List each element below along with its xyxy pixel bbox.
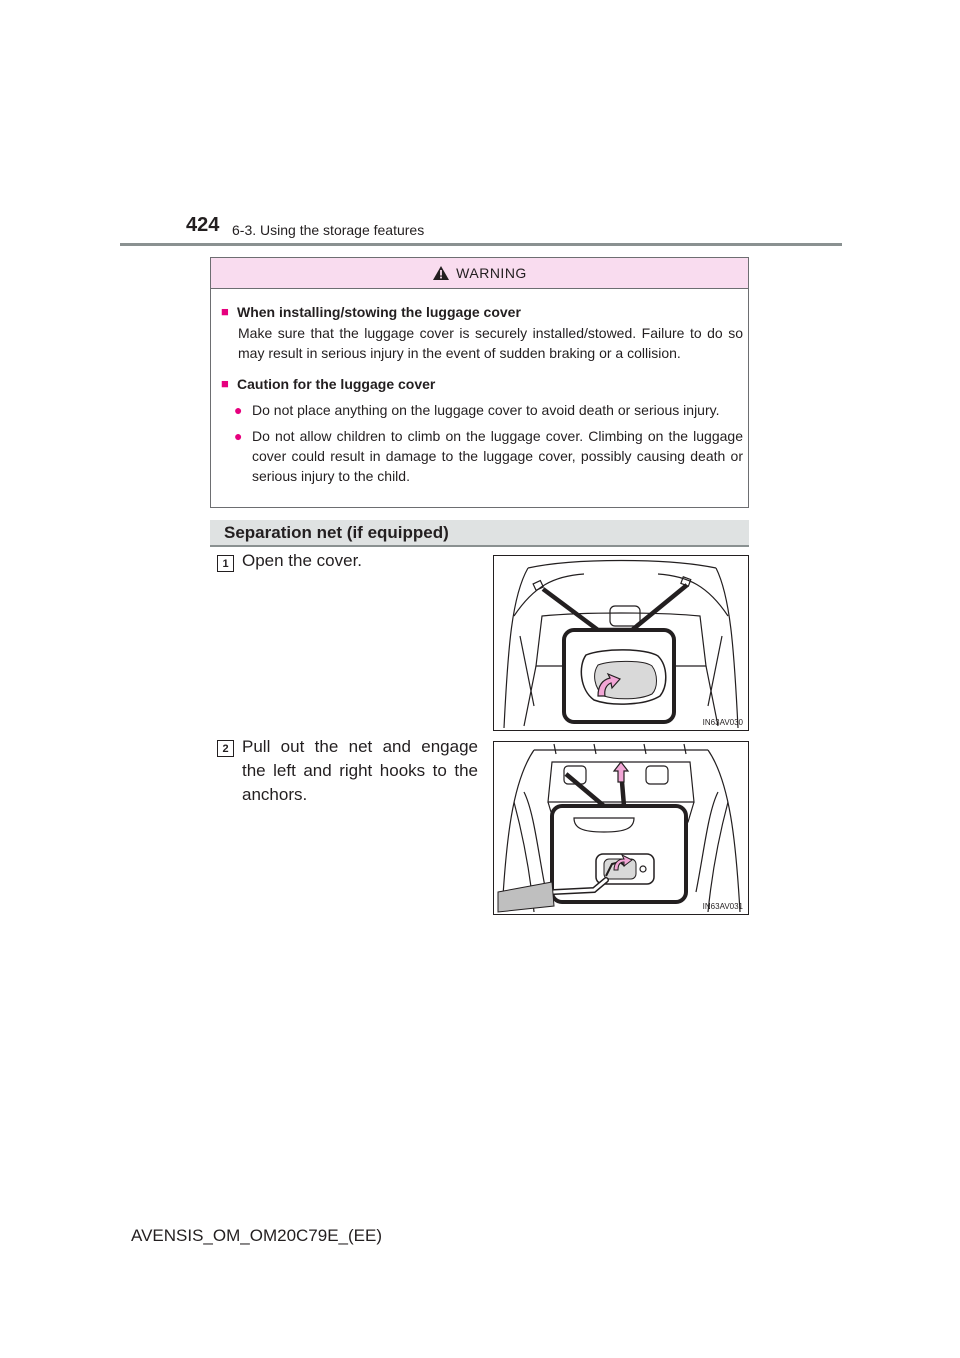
page-number: 424 — [186, 214, 220, 236]
square-bullet-icon: ■ — [221, 304, 229, 319]
header-rule — [120, 243, 842, 246]
figure-net-hooks — [493, 741, 749, 915]
subsection-banner — [210, 520, 749, 547]
warning-body — [211, 289, 748, 486]
figure-code: IN63AV031 — [702, 902, 743, 911]
circle-bullet-icon: ● — [234, 428, 243, 444]
figure-code: IN63AV030 — [702, 718, 743, 727]
circle-bullet-icon: ● — [234, 402, 243, 418]
section-title: 6-3. Using the storage features — [232, 222, 425, 238]
warning-triangle-icon — [432, 265, 450, 281]
step-number-2: 2 — [217, 740, 234, 757]
trunk-cover-illustration — [494, 556, 748, 730]
warning-paragraph: Make sure that the luggage cover is securely installed/stowed. Failure to do so may result in serious injury in the event of sudden braking or a collision. — [238, 325, 743, 361]
step-text-1: Open the cover. — [242, 551, 363, 570]
figure-open-cover — [493, 555, 749, 731]
separation-net-illustration — [494, 742, 748, 914]
square-bullet-icon: ■ — [221, 376, 229, 391]
warning-heading: ■ When installing/stowing the luggage cover — [221, 304, 521, 320]
warning-heading: ■ Caution for the luggage cover — [221, 376, 436, 392]
footer-doc-code: AVENSIS_OM_OM20C79E_(EE) — [131, 1226, 382, 1245]
step-text-2: Pull out the net and engage the left and right hooks to the anchors. — [242, 737, 478, 804]
warning-bullet: ● Do not allow children to climb on the luggage cover. Climbing on the luggage cover could result in damage to the luggage cover, possibly causing death or serious injury to the child. — [234, 428, 743, 484]
step-number-1: 1 — [217, 555, 234, 572]
subsection-title: Separation net (if equipped) — [224, 522, 449, 542]
warning-box — [210, 257, 749, 508]
warning-title: WARNING — [456, 265, 527, 281]
warning-header — [211, 258, 748, 289]
warning-bullet: ● Do not place anything on the luggage cover to avoid death or serious injury. — [234, 402, 720, 418]
